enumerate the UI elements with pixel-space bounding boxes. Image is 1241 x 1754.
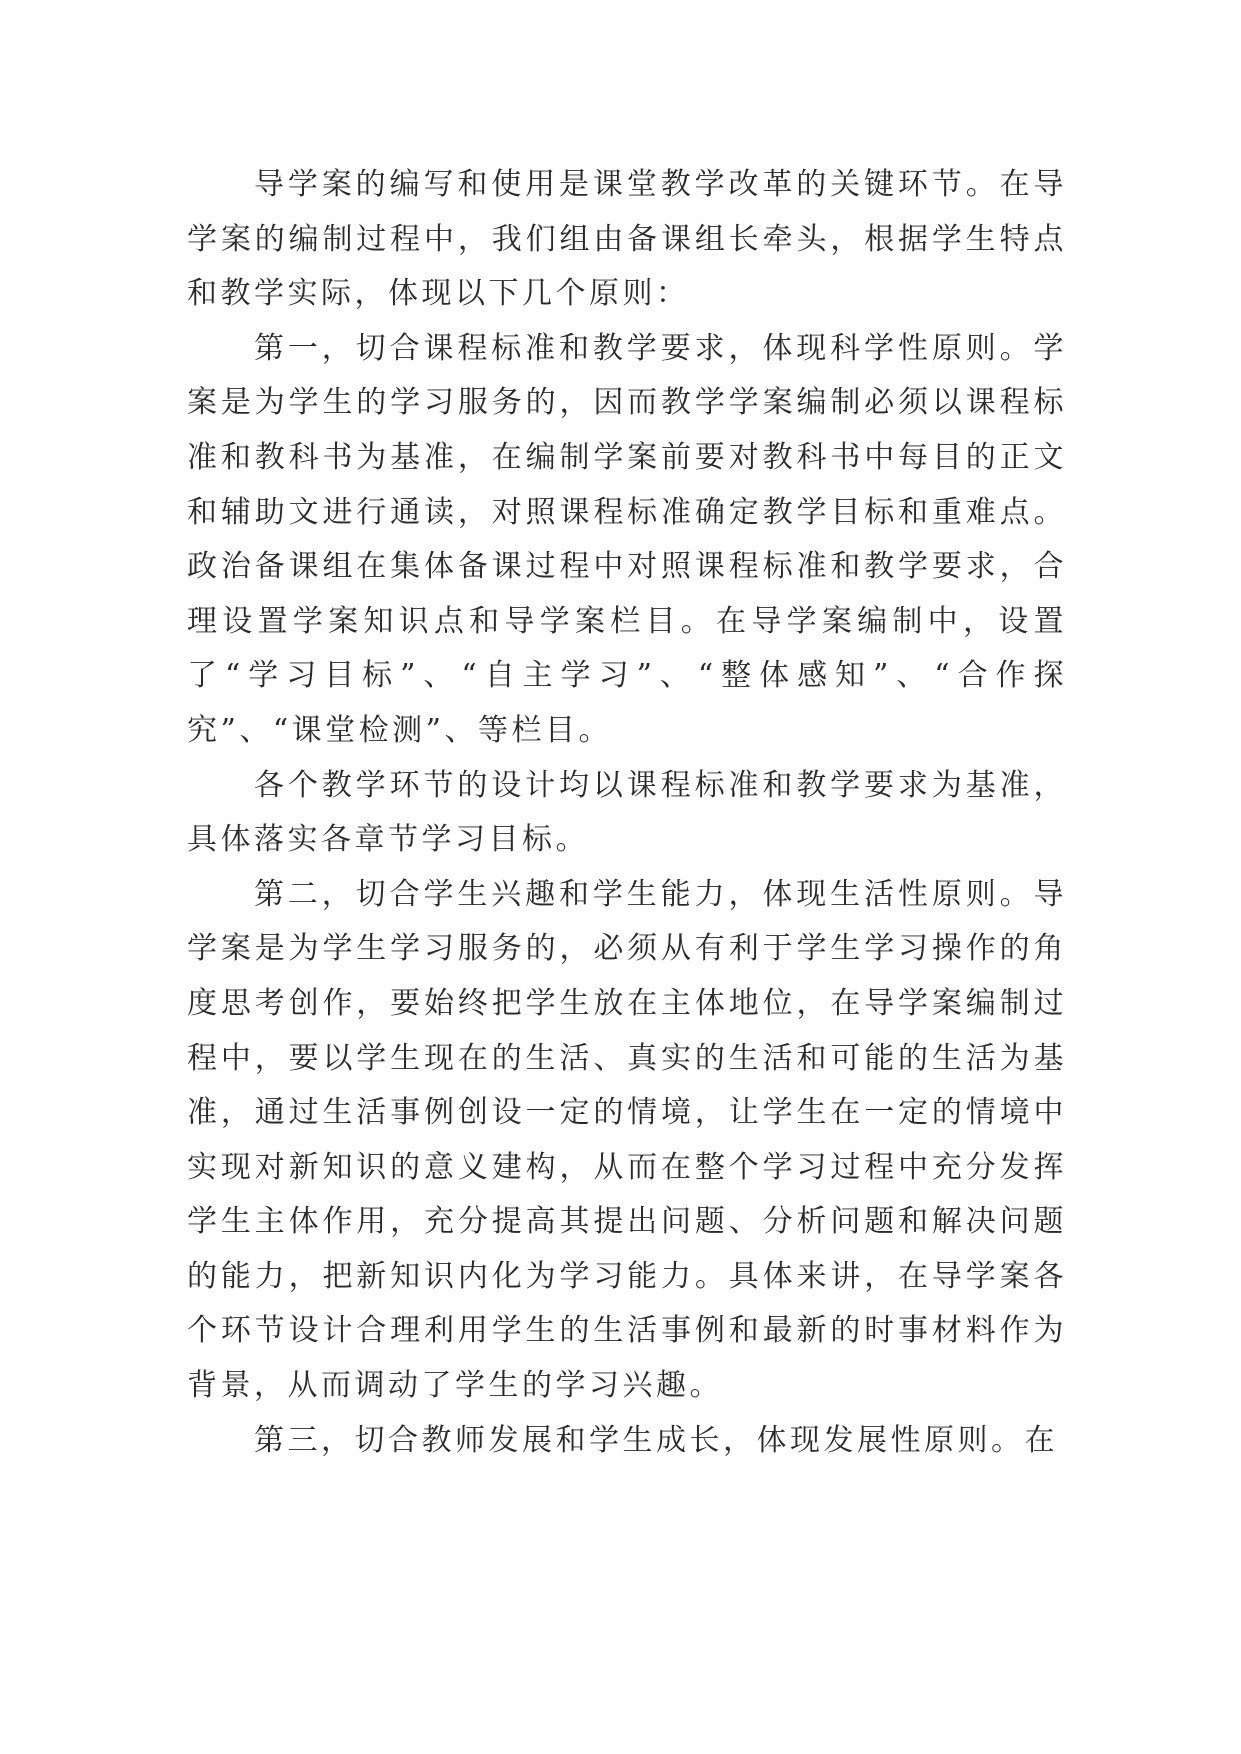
document-body xyxy=(187,158,1067,1468)
paragraph-intro: 导学案的编写和使用是课堂教学改革的关键环节。在导学案的编制过程中，我们组由备课组长牵头，根据学生特点和教学实际，体现以下几个原则： xyxy=(187,167,1067,312)
paragraph-principle-3: 第三，切合教师发展和学生成长，体现发展性原则。在 xyxy=(254,1422,1058,1458)
paragraph-principle-1: 第一，切合课程标准和教学要求，体现科学性原则。学案是为学生的学习服务的，因而教学学案编制必须以课程标准和教科书为基准，在编制学案前要对教科书中每目的正文和辅助文进行通读，对照课程标准确定教学目标和重难点。政治备课组在集体备课过程中对照课程标准和教学要求，合理设置学案知识点和导学案栏目。在导学案编制中，设置了“学习目标”、“自主学习”、“整体感知”、“合作探究”、“课堂检测”、等栏目。 xyxy=(187,330,1067,748)
paragraph-principle-1-cont: 各个教学环节的设计均以课程标准和教学要求为基准，具体落实各章节学习目标。 xyxy=(187,767,1067,858)
paragraph-principle-2: 第二，切合学生兴趣和学生能力，体现生活性原则。导学案是为学生学习服务的，必须从有利于学生学习操作的角度思考创作，要始终把学生放在主体地位，在导学案编制过程中，要以学生现在的生活、真实的生活和可能的生活为基准，通过生活事例创设一定的情境，让学生在一定的情境中实现对新知识的意义建构，从而在整个学习过程中充分发挥学生主体作用，充分提高其提出问题、分析问题和解决问题的能力，把新知识内化为学习能力。具体来讲，在导学案各个环节设计合理利用学生的生活事例和最新的时事材料作为背景，从而调动了学生的学习兴趣。 xyxy=(187,876,1067,1404)
